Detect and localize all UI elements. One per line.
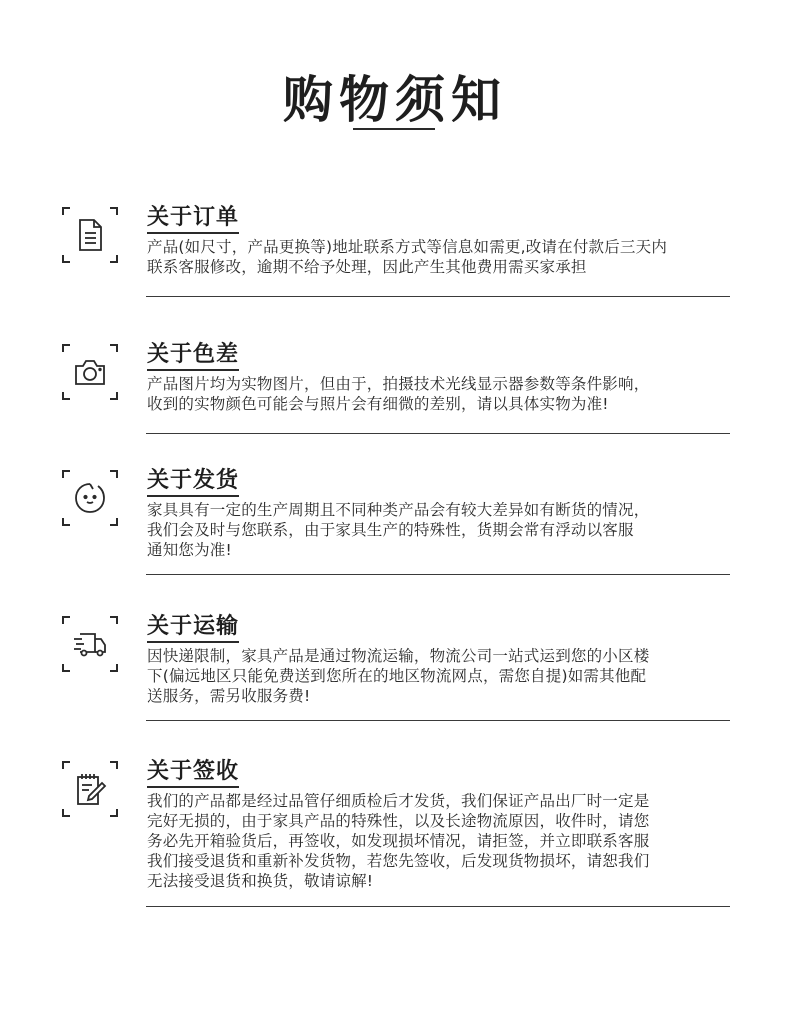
section-heading: 关于运输 [147,613,239,643]
section-divider [146,296,730,297]
section-body: 因快递限制，家具产品是通过物流运输，物流公司一站式运到您的小区楼 下(偏远地区只能免费送到您所在的地区物流网点，需您自提)如需其他配 送服务，需另收服务费! [147,647,650,705]
section-heading: 关于订单 [147,204,239,234]
section-heading: 关于发货 [147,467,239,497]
chat-face-icon [62,470,118,526]
section-divider [146,906,730,907]
section-divider [146,433,730,434]
page-title: 购物须知 [283,70,507,129]
section-heading: 关于签收 [147,758,239,788]
section-body: 家具具有一定的生产周期且不同种类产品会有较大差异如有断货的情况， 我们会及时与您联系，由于家具生产的特殊性，货期会常有浮动以客服 通知您为准! [147,501,650,559]
section-heading: 关于色差 [147,341,239,371]
section-divider [146,720,730,721]
title-underline [353,128,435,130]
camera-icon [62,344,118,400]
clipboard-sign-icon [62,761,118,817]
document-icon [62,207,118,263]
section-body: 我们的产品都是经过品管仔细质检后才发货，我们保证产品出厂时一定是 完好无损的，由于家具产品的特殊性，以及长途物流原因，收件时，请您 务必先开箱验货后，再签收，如发现损坏情况，请拒签，并立即联系客服 我们接受退货和重新补发货物，若您先签收，后发现货物损坏，请恕我们 无法接受退货和换货，敬请谅解! [147,792,650,890]
section-body: 产品图片均为实物图片，但由于，拍摄技术光线显示器参数等条件影响， 收到的实物颜色可能会与照片会有细微的差别，请以具体实物为准! [147,375,650,413]
section-body: 产品(如尺寸，产品更换等)地址联系方式等信息如需更,改请在付款后三天内 联系客服修改，逾期不给予处理，因此产生其他费用需买家承担 [147,238,668,276]
section-divider [146,574,730,575]
delivery-truck-icon [62,616,118,672]
